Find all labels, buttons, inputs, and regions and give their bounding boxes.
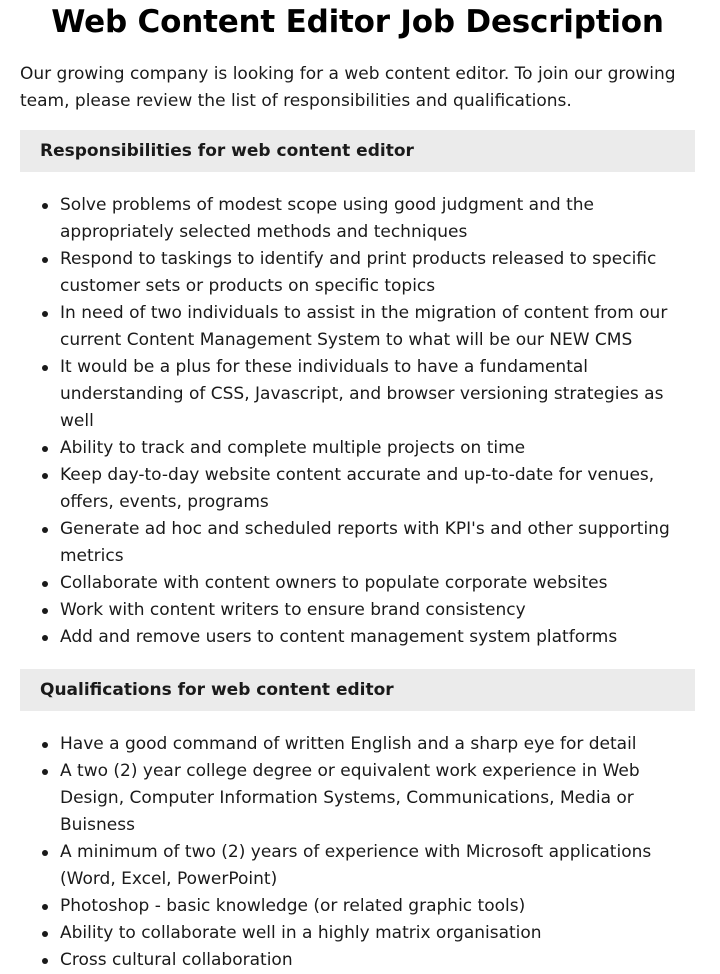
list-item [20,462,695,516]
list-item [20,516,695,570]
list-item-text: Ability to collaborate well in a highly matrix organisation [60,923,542,943]
bullet-icon [42,608,48,614]
list-item-text: Add and remove users to content management system platforms [60,627,618,647]
list-item-text: Keep day-to-day website content accurate and up-to-date for venues, offers, events, programs [60,465,655,512]
list-item [20,839,695,893]
list-item [20,597,695,624]
bullet-icon [42,958,48,964]
bullet-icon [42,473,48,479]
list-item-text: Work with content writers to ensure brand consistency [60,600,526,620]
list-item-text: Solve problems of modest scope using good judgment and the appropriately selected methods and techniques [60,195,594,242]
list-item-text: In need of two individuals to assist in the migration of content from our current Content Management System to what will be our NEW CMS [60,303,668,350]
bullet-icon [42,904,48,910]
list-item [20,758,695,839]
list-item [20,435,695,462]
bullet-icon [42,769,48,775]
list-item-text: Generate ad hoc and scheduled reports with KPI's and other supporting metrics [60,519,670,566]
list-item-text: It would be a plus for these individuals to have a fundamental understanding of CSS, Javascript, and browser versioning strategies as well [60,357,664,431]
bullet-icon [42,257,48,263]
bullet-icon [42,203,48,209]
list-item-text: Cross cultural collaboration [60,950,293,970]
list-item [20,731,695,758]
responsibilities-list [20,192,695,651]
list-item [20,947,695,974]
list-item-text: A two (2) year college degree or equivalent work experience in Web Design, Computer Information Systems, Communications, Media or Buisness [60,761,640,835]
bullet-icon [42,365,48,371]
list-item-text: Have a good command of written English and a sharp eye for detail [60,734,637,754]
list-item-text: Ability to track and complete multiple projects on time [60,438,526,458]
list-item [20,192,695,246]
qualifications-list [20,731,695,974]
list-item-text: Respond to taskings to identify and print products released to specific customer sets or products on specific topics [60,249,657,296]
list-item [20,246,695,300]
list-item-text: Photoshop - basic knowledge (or related graphic tools) [60,896,526,916]
list-item [20,624,695,651]
bullet-icon [42,311,48,317]
intro-paragraph: Our growing company is looking for a web content editor. To join our growing team, please review the list of responsibilities and qualifications. [20,64,676,111]
list-item [20,893,695,920]
list-item [20,570,695,597]
list-item [20,354,695,435]
bullet-icon [42,850,48,856]
qualifications-heading: Qualifications for web content editor [20,669,695,711]
responsibilities-heading: Responsibilities for web content editor [20,130,695,172]
list-item [20,920,695,947]
list-item-text: Collaborate with content owners to populate corporate websites [60,573,608,593]
bullet-icon [42,446,48,452]
list-item [20,300,695,354]
bullet-icon [42,931,48,937]
bullet-icon [42,581,48,587]
list-item-text: A minimum of two (2) years of experience with Microsoft applications (Word, Excel, PowerPoint) [60,842,652,889]
bullet-icon [42,635,48,641]
page-title: Web Content Editor Job Description [51,4,664,40]
bullet-icon [42,527,48,533]
bullet-icon [42,742,48,748]
